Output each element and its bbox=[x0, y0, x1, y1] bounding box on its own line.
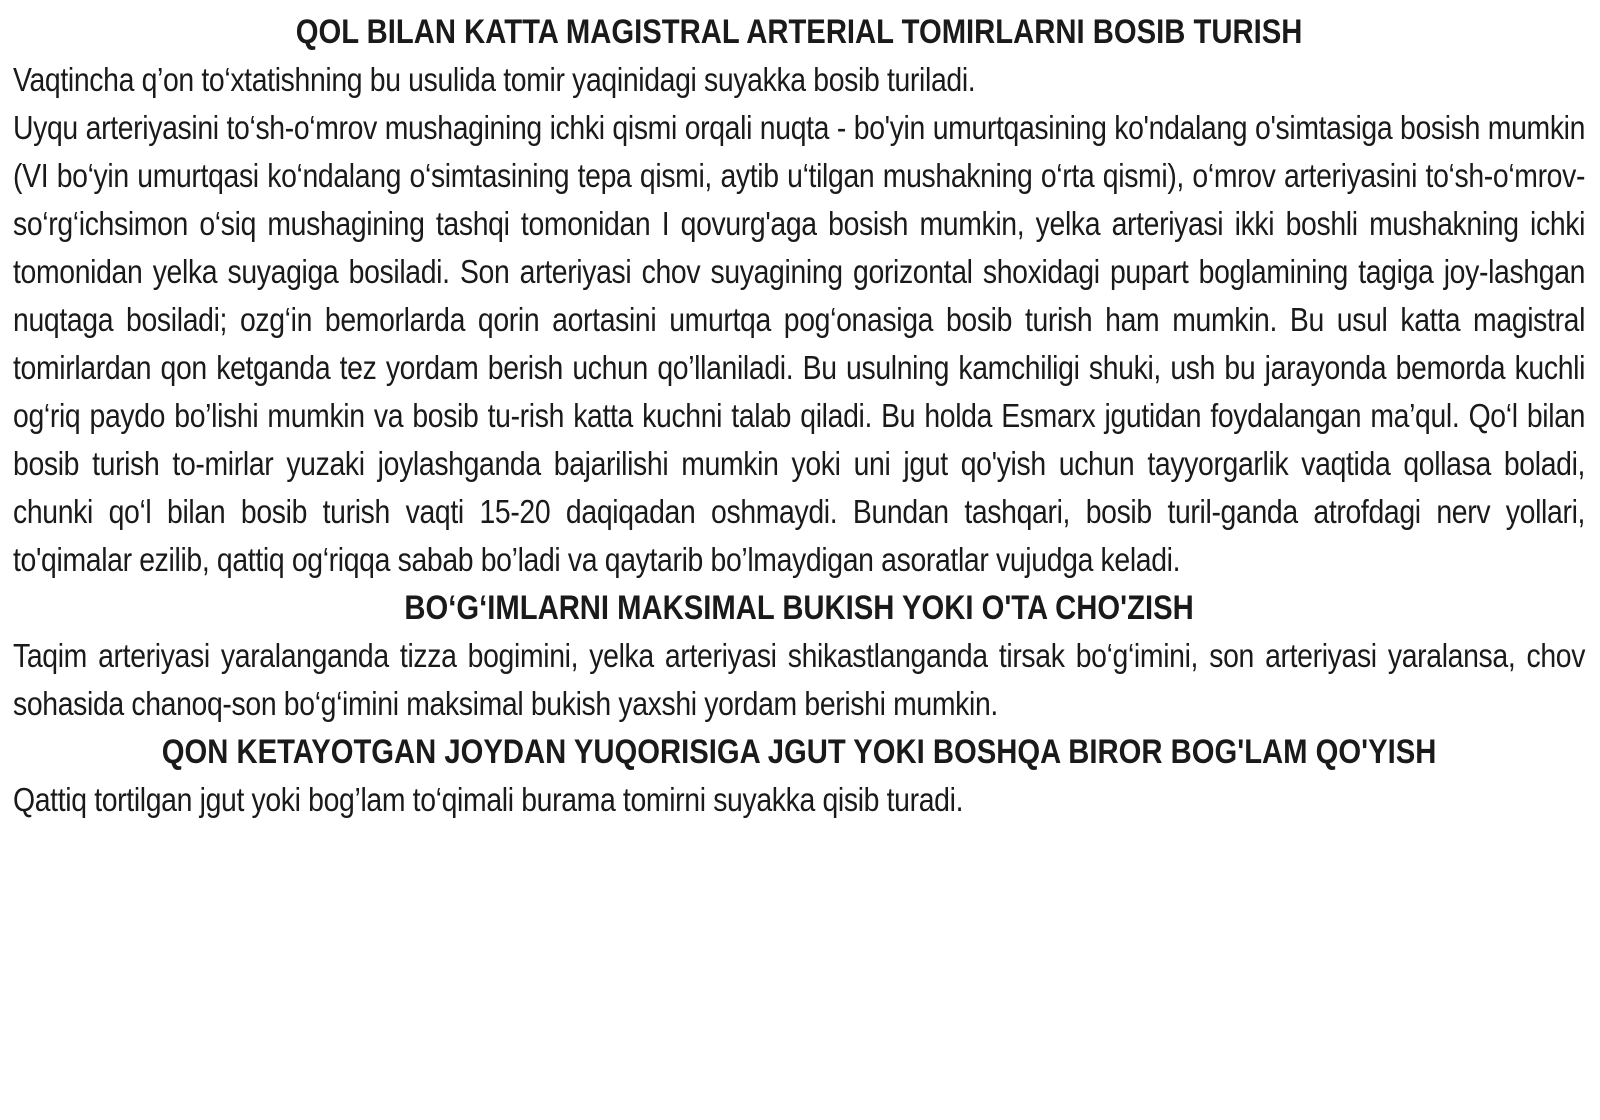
section-heading-joint-flexion: BO‘G‘IMLARNI MAKSIMAL BUKISH YOKI O'TA CHO'ZISH bbox=[404, 589, 1194, 627]
document-page bbox=[13, 8, 1585, 824]
section-heading-tourniquet: QON KETAYOTGAN JOYDAN YUQORISIGA JGUT YOKI BOSHQA BIROR BOG'LAM QO'YISH bbox=[161, 733, 1437, 771]
paragraph-tourniquet: Qattiq tortilgan jgut yoki bog’lam to‘qimali burama tomirni suyakka qisib turadi. bbox=[13, 781, 964, 818]
paragraph-joint-flexion: Taqim arteriyasi yaralanganda tizza bogimini, yelka arteriyasi shikastlanganda tirsak bo‘g‘imini, son arteriyasi yaralansa, chov sohasida chanoq-son bo‘g‘imini maksimal bukish yaxshi yordam berishi mumkin. bbox=[13, 637, 1586, 722]
paragraph-intro: Vaqtincha q’on to‘xtatishning bu usulida tomir yaqinidagi suyakka bosib turiladi. bbox=[13, 61, 976, 98]
paragraph-pressure-points: Uyqu arteriyasini to‘sh-o‘mrov mushagining ichki qismi orqali nuqta - bo'yin umurtqasining ko'ndalang o'simtasiga bosish mumkin (VI bo‘yin umurtqasi ko‘ndalang o‘simtasining tepa qismi, aytib u‘tilgan mushakning o‘rta qismi), o‘mrov arteriyasini to‘sh-o‘mrov-so‘rg‘ichsimon o‘siq mushagining tashqi tomonidan I qovurg'aga bosish mumkin, yelka arteriyasi ikki boshli mushakning ichki tomonidan yelka suyagiga bosiladi. Son arteriyasi chov suyagining gorizontal shoxidagi pupart boglamining tagiga joy-lashgan nuqtaga bosiladi; ozg‘in bemorlarda qorin aortasini umurtqa pog‘onasiga bosib turish ham mumkin. Bu usul katta magistral tomirlardan qon ketganda tez yordam berish uchun qo’llaniladi. Bu usulning kamchiligi shuki, ush bu jarayonda bemorda kuchli og‘riq paydo bo’lishi mumkin va bosib tu-rish katta kuchni talab qiladi. Bu holda Esmarx jgutidan foydalangan ma’qul. Qo‘l bilan bosib turish to-mirlar yuzaki joylashganda bajarilishi mumkin yoki uni jgut qo'yish uchun tayyorgarlik vaqtida qollasa boladi, chunki qo‘l bilan bosib turish vaqti 15-20 daqiqadan oshmaydi. Bundan tashqari, bosib turil-ganda atrofdagi nerv yollari, to'qimalar ezilib, qattiq og‘riqqa sabab bo’ladi va qaytarib bo’lmaydigan asoratlar vujudga keladi. bbox=[13, 109, 1586, 578]
section-heading-manual-pressure: QOL BILAN KATTA MAGISTRAL ARTERIAL TOMIRLARNI BOSIB TURISH bbox=[295, 13, 1303, 51]
